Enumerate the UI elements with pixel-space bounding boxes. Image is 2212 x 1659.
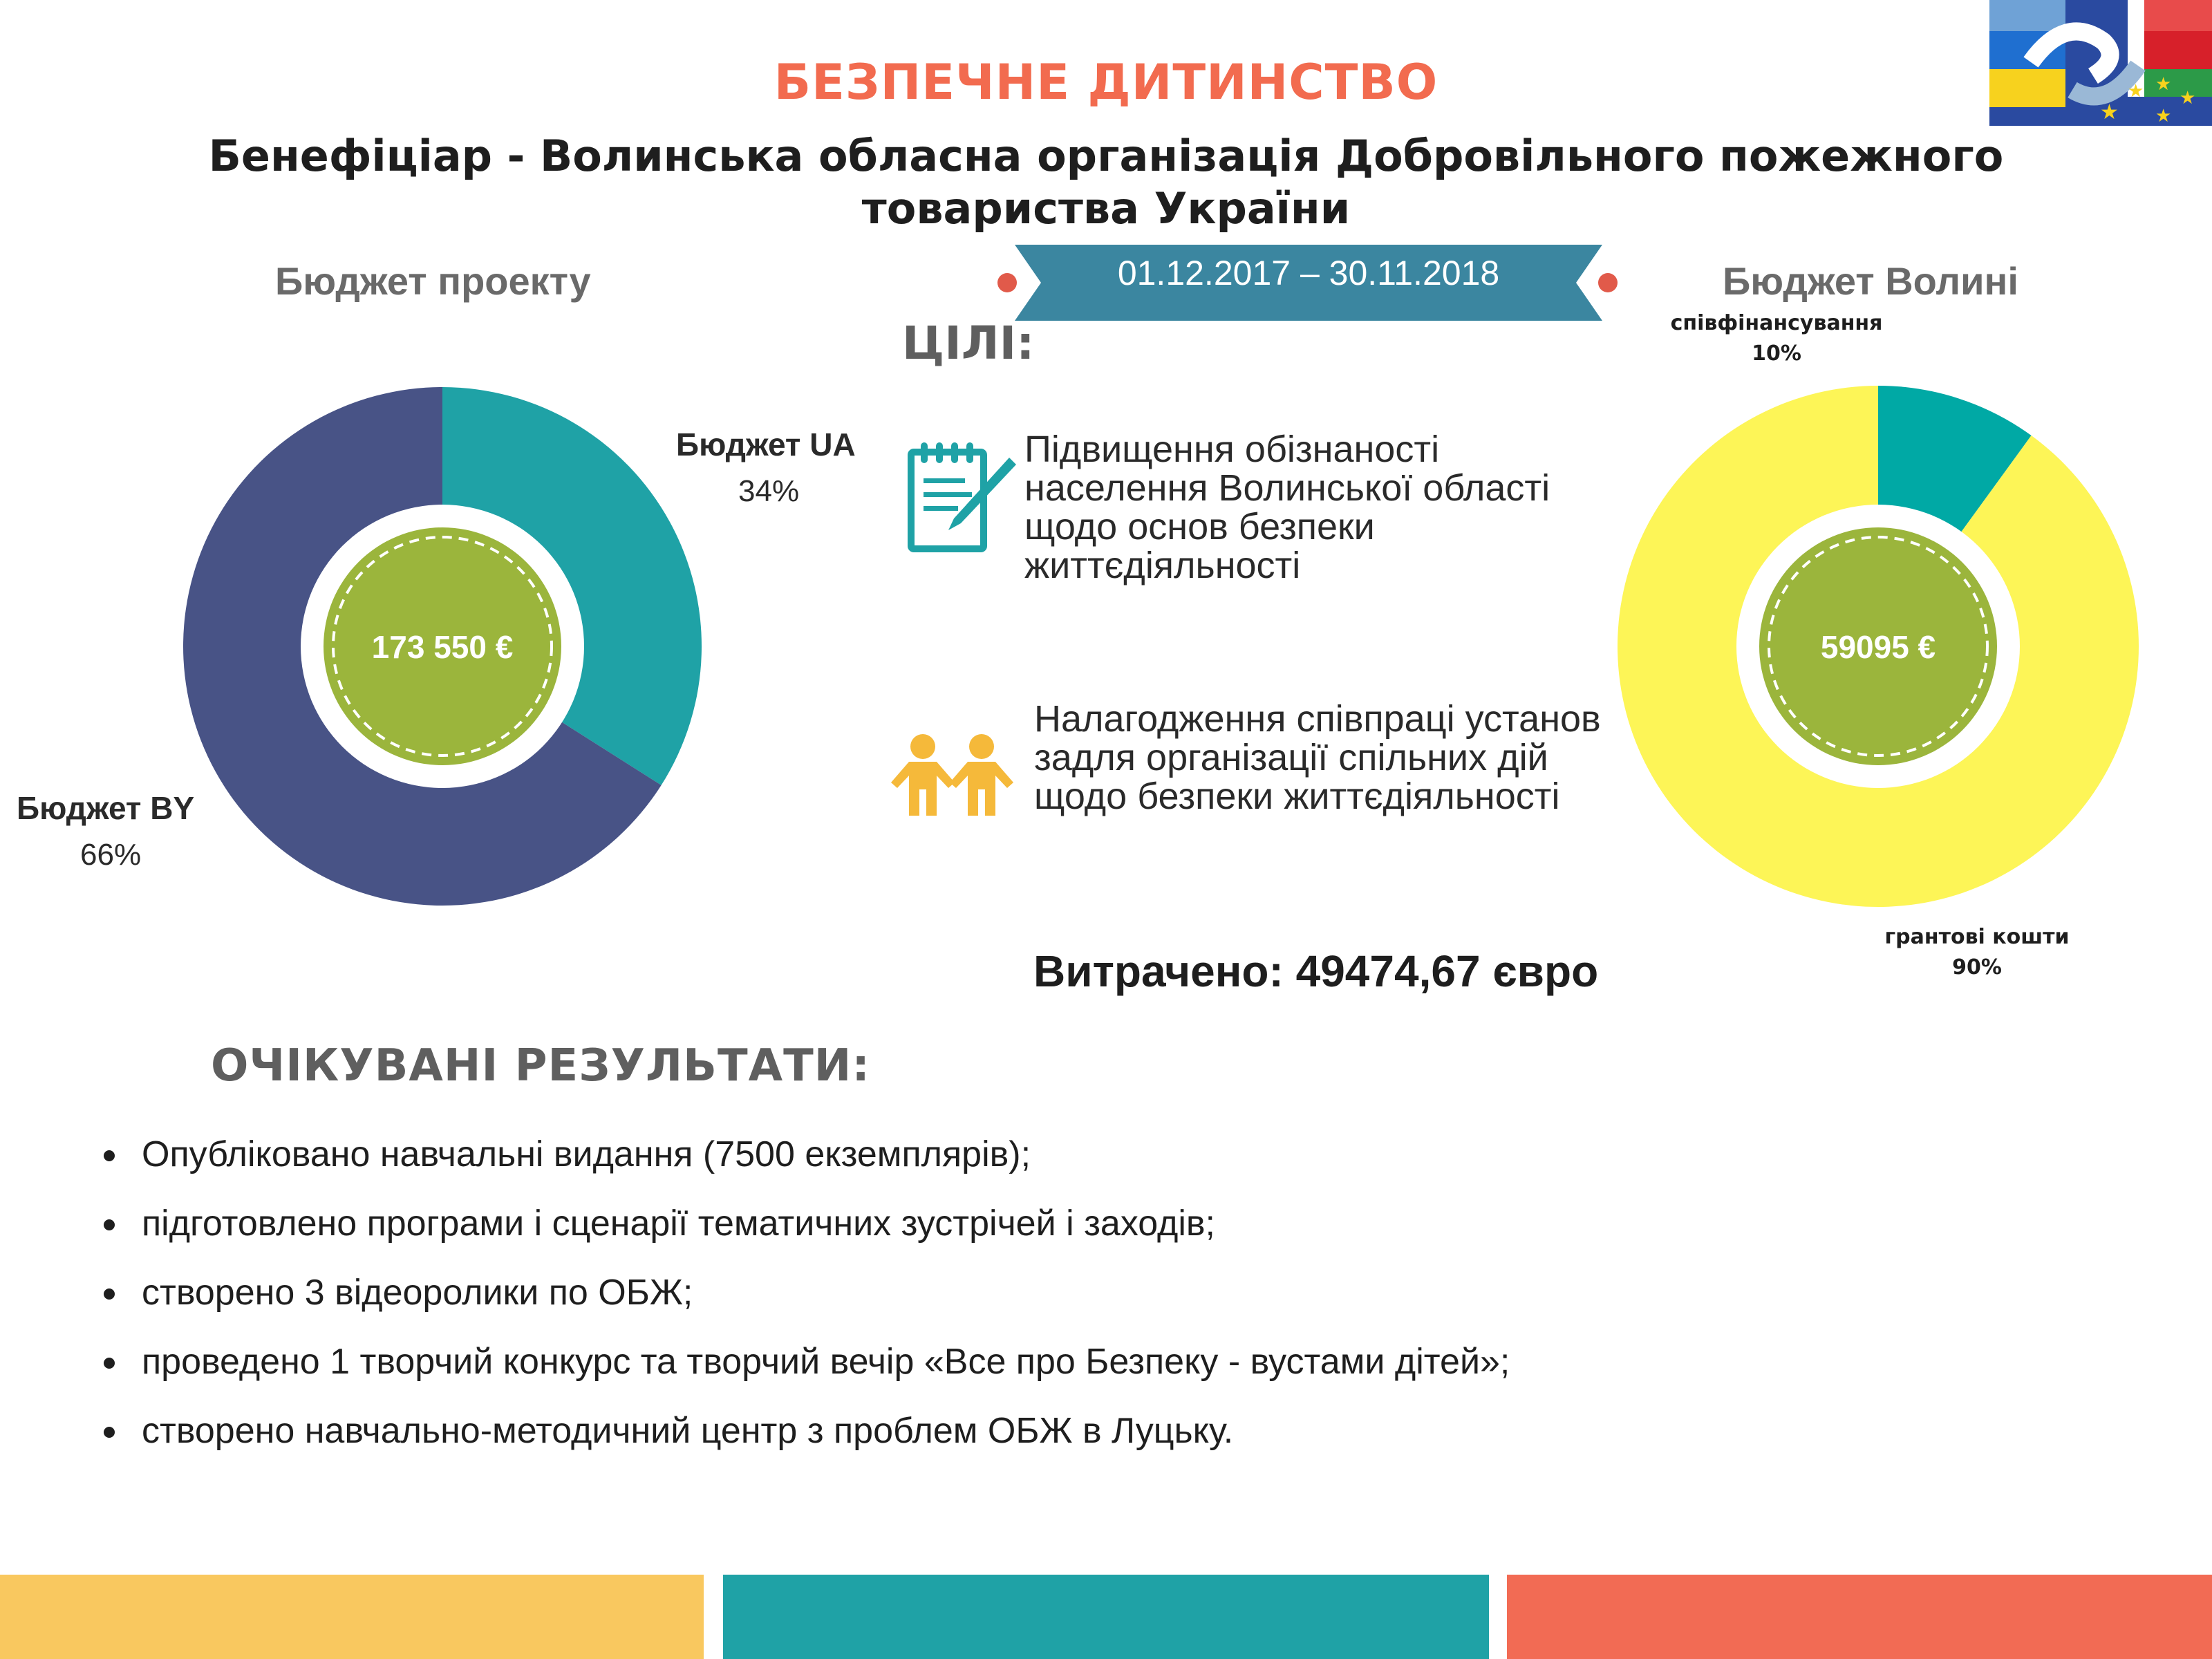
volyn-budget-total: 59095 € <box>1820 629 1936 665</box>
svg-text:★: ★ <box>2155 105 2172 126</box>
grant-funds-pct: 90% <box>1952 955 2002 980</box>
project-budget-chart <box>183 387 702 906</box>
spent-amount: Витрачено: 49474,67 євро <box>1033 946 1599 996</box>
goals-heading: ЦІЛІ: <box>902 317 1035 370</box>
by-budget-label: Бюджет BY <box>17 790 195 826</box>
cofinancing-label: співфінансування <box>1670 311 1883 335</box>
ribbon-dot-left <box>997 273 1017 292</box>
svg-text:★: ★ <box>2128 80 2144 101</box>
list-item: проведено 1 творчий конкурс та творчий вечір «Все про Безпеку - вустами дітей»; <box>104 1341 2108 1410</box>
by-budget-pct: 66% <box>80 838 142 872</box>
list-item: створено 3 відеоролики по ОБЖ; <box>104 1272 2108 1341</box>
svg-text:★: ★ <box>2100 101 2119 124</box>
results-list <box>104 1134 2108 1479</box>
notepad-pen-icon <box>906 437 1016 558</box>
volyn-budget-chart <box>1618 386 2139 908</box>
project-period: 01.12.2017 – 30.11.2018 <box>1117 254 1500 292</box>
svg-text:★: ★ <box>2155 73 2172 94</box>
ua-budget-label: Бюджет UA <box>676 427 856 462</box>
list-item: створено навчально-методичний центр з проблем ОБЖ в Луцьку. <box>104 1410 2108 1479</box>
volyn-budget-heading: Бюджет Волині <box>1723 259 2018 303</box>
goal-cooperation: Налагодження співпраці установ задля організації спільних дій щодо безпеки життєдіяльності <box>1034 698 1601 817</box>
project-budget-total: 173 550 € <box>371 629 514 665</box>
beneficiary-subtitle: Бенефіціар - Волинська обласна організація Добровільного пожежного товариства України <box>208 131 2004 234</box>
ua-budget-pct: 34% <box>738 474 800 508</box>
page-title: БЕЗПЕЧНЕ ДИТИНСТВО <box>774 54 1438 111</box>
project-budget-heading: Бюджет проекту <box>275 259 591 303</box>
svg-text:★: ★ <box>2180 87 2196 108</box>
list-item: підготовлено програми і сценарії тематичних зустрічей і заходів; <box>104 1203 2108 1272</box>
footer-bar-yellow <box>0 1575 704 1659</box>
grant-funds-label: грантові кошти <box>1884 925 2070 949</box>
footer-bar-coral <box>1507 1575 2212 1659</box>
footer-bar-teal <box>723 1575 1489 1659</box>
goal-awareness: Підвищення обізнаності населення Волинської області щодо основ безпеки життєдіяльності <box>1024 429 1550 586</box>
ribbon-dot-right <box>1598 273 1618 292</box>
list-item: Опубліковано навчальні видання (7500 екземплярів); <box>104 1134 2108 1203</box>
results-heading: ОЧІКУВАНІ РЕЗУЛЬТАТИ: <box>211 1040 870 1091</box>
cofinancing-pct: 10% <box>1752 341 1801 366</box>
children-icon <box>885 733 1020 816</box>
